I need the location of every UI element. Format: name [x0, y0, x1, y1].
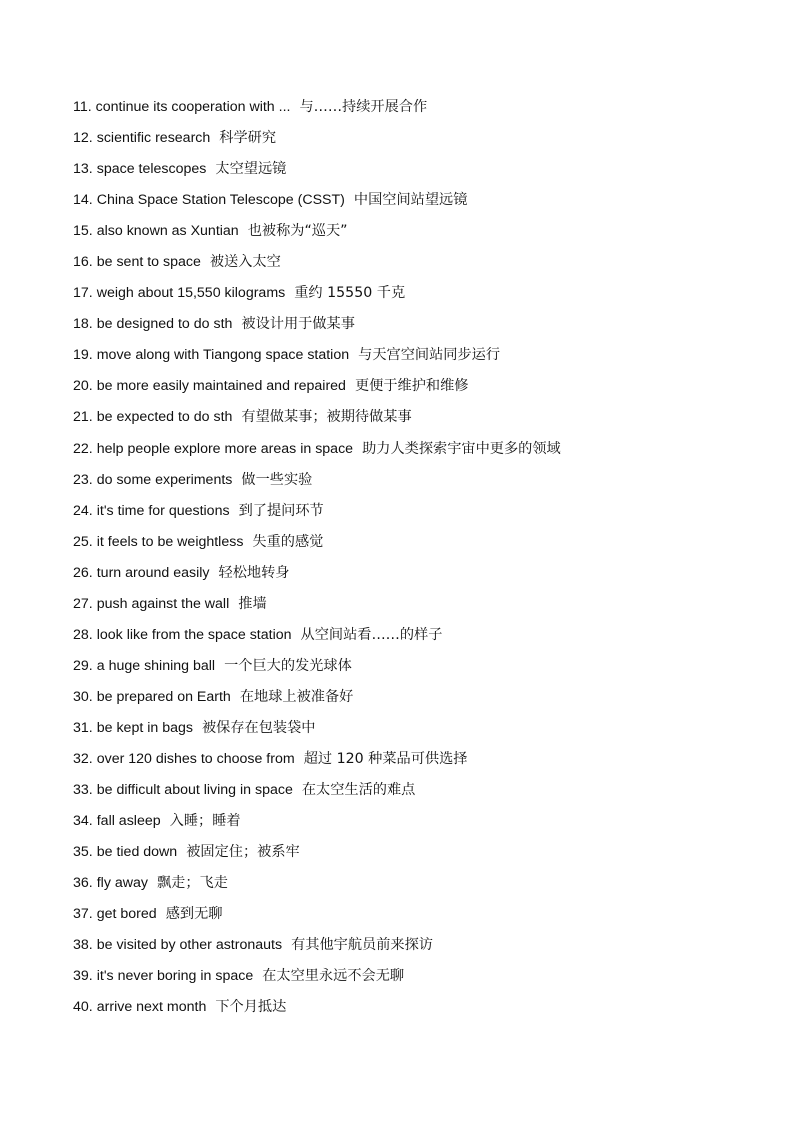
chinese-translation: 重约 15550 千克 — [294, 285, 406, 302]
chinese-translation: 更便于维护和维修 — [354, 378, 469, 395]
list-item — [73, 465, 561, 496]
chinese-translation: 中国空间站望远镜 — [353, 192, 468, 209]
chinese-translation: 有其他宇航员前来探访 — [291, 937, 433, 954]
english-phrase: fly away — [96, 875, 148, 892]
item-number: 31. — [73, 719, 93, 736]
chinese-translation: 被固定住；被系牢 — [186, 844, 300, 861]
list-item — [73, 775, 561, 806]
phrase-list — [73, 92, 561, 1023]
english-phrase: move along with Tiangong space station — [96, 347, 350, 364]
english-phrase: look like from the space station — [96, 626, 292, 643]
list-item — [73, 402, 561, 433]
list-item — [73, 496, 561, 527]
item-number: 21. — [73, 409, 93, 426]
english-phrase: be prepared on Earth — [96, 688, 231, 705]
item-number: 26. — [73, 564, 93, 581]
list-item — [73, 682, 561, 713]
item-number: 20. — [73, 378, 93, 395]
item-number: 11. — [73, 99, 92, 115]
list-item — [73, 620, 561, 651]
english-phrase: do some experiments — [96, 471, 233, 488]
list-item — [73, 744, 561, 775]
item-number: 30. — [73, 688, 93, 705]
english-phrase: it's never boring in space — [96, 968, 254, 985]
list-item — [73, 309, 561, 340]
list-item — [73, 247, 561, 278]
english-phrase: it's time for questions — [96, 502, 230, 519]
list-item — [73, 992, 561, 1023]
item-number: 24. — [73, 502, 93, 519]
list-item — [73, 278, 561, 309]
english-phrase: also known as Xuntian — [96, 223, 239, 240]
chinese-translation: 一个巨大的发光球体 — [224, 657, 352, 674]
item-number: 25. — [73, 533, 93, 550]
list-item — [73, 371, 561, 402]
list-item — [73, 558, 561, 589]
chinese-translation: 在太空生活的难点 — [301, 782, 416, 799]
item-number: 12. — [73, 130, 93, 147]
list-item — [73, 154, 561, 185]
list-item — [73, 651, 561, 682]
english-phrase: be difficult about living in space — [96, 782, 293, 799]
list-item — [73, 92, 561, 123]
item-number: 27. — [73, 595, 93, 612]
english-phrase: scientific research — [96, 130, 211, 147]
chinese-translation: 从空间站看……的样子 — [300, 626, 443, 643]
list-item — [73, 899, 561, 930]
chinese-translation: 被设计用于做某事 — [241, 316, 355, 333]
english-phrase: over 120 dishes to choose from — [96, 750, 295, 767]
item-number: 35. — [73, 844, 93, 861]
item-number: 37. — [73, 906, 93, 923]
chinese-translation: 下个月抵达 — [215, 999, 287, 1016]
item-number: 17. — [73, 285, 93, 302]
english-phrase: be sent to space — [96, 254, 201, 271]
chinese-translation: 助力人类探索宇宙中更多的领域 — [362, 440, 561, 457]
chinese-translation: 做一些实验 — [241, 471, 313, 488]
chinese-translation: 与……持续开展合作 — [299, 99, 428, 115]
english-phrase: push against the wall — [96, 595, 230, 612]
item-number: 19. — [73, 347, 93, 364]
chinese-translation: 被送入太空 — [209, 254, 281, 271]
chinese-translation: 感到无聊 — [165, 906, 223, 923]
english-phrase: be designed to do sth — [96, 316, 233, 333]
item-number: 13. — [73, 161, 93, 178]
chinese-translation: 失重的感觉 — [252, 533, 324, 550]
chinese-translation: 在地球上被准备好 — [239, 688, 354, 705]
list-item — [73, 868, 561, 899]
english-phrase: be expected to do sth — [96, 409, 233, 426]
item-number: 16. — [73, 254, 93, 271]
item-number: 22. — [73, 440, 93, 457]
item-number: 34. — [73, 813, 93, 830]
chinese-translation: 被保存在包装袋中 — [201, 719, 316, 736]
list-item — [73, 837, 561, 868]
chinese-translation: 到了提问环节 — [238, 502, 324, 519]
list-item — [73, 185, 561, 216]
item-number: 23. — [73, 471, 93, 488]
english-phrase: space telescopes — [96, 161, 207, 178]
list-item — [73, 340, 561, 371]
english-phrase: be kept in bags — [96, 719, 193, 736]
chinese-translation: 也被称为“巡天” — [247, 223, 348, 240]
item-number: 40. — [73, 999, 93, 1016]
english-phrase: help people explore more areas in space — [96, 440, 354, 457]
chinese-translation: 轻松地转身 — [218, 564, 290, 581]
item-number: 29. — [73, 657, 93, 674]
list-item — [73, 123, 561, 154]
list-item — [73, 434, 561, 465]
english-phrase: weigh about 15,550 kilograms — [96, 285, 286, 302]
item-number: 38. — [73, 937, 93, 954]
chinese-translation: 太空望远镜 — [215, 161, 287, 178]
english-phrase: arrive next month — [96, 999, 207, 1016]
list-item — [73, 930, 561, 961]
list-item — [73, 589, 561, 620]
chinese-translation: 在太空里永远不会无聊 — [262, 968, 405, 985]
item-number: 36. — [73, 875, 93, 892]
english-phrase: be more easily maintained and repaired — [96, 378, 346, 395]
list-item — [73, 713, 561, 744]
english-phrase: continue its cooperation with ... — [95, 99, 291, 115]
item-number: 18. — [73, 316, 93, 333]
english-phrase: China Space Station Telescope (CSST) — [96, 192, 345, 209]
chinese-translation: 飘走；飞走 — [156, 875, 228, 892]
item-number: 15. — [73, 223, 93, 240]
english-phrase: turn around easily — [96, 564, 210, 581]
chinese-translation: 入睡；睡着 — [169, 813, 241, 830]
chinese-translation: 科学研究 — [219, 130, 277, 147]
list-item — [73, 527, 561, 558]
list-item — [73, 961, 561, 992]
list-item — [73, 806, 561, 837]
chinese-translation: 有望做某事；被期待做某事 — [241, 409, 412, 426]
item-number: 28. — [73, 626, 93, 643]
item-number: 33. — [73, 782, 93, 799]
english-phrase: be visited by other astronauts — [96, 937, 283, 954]
english-phrase: be tied down — [96, 844, 178, 861]
item-number: 32. — [73, 750, 93, 767]
english-phrase: get bored — [96, 906, 157, 923]
list-item — [73, 216, 561, 247]
chinese-translation: 与天宫空间站同步运行 — [358, 347, 501, 364]
chinese-translation: 推墙 — [238, 595, 267, 612]
english-phrase: it feels to be weightless — [96, 533, 244, 550]
english-phrase: fall asleep — [96, 813, 161, 830]
english-phrase: a huge shining ball — [96, 657, 216, 674]
chinese-translation: 超过 120 种菜品可供选择 — [303, 750, 468, 767]
item-number: 14. — [73, 192, 93, 209]
item-number: 39. — [73, 968, 93, 985]
